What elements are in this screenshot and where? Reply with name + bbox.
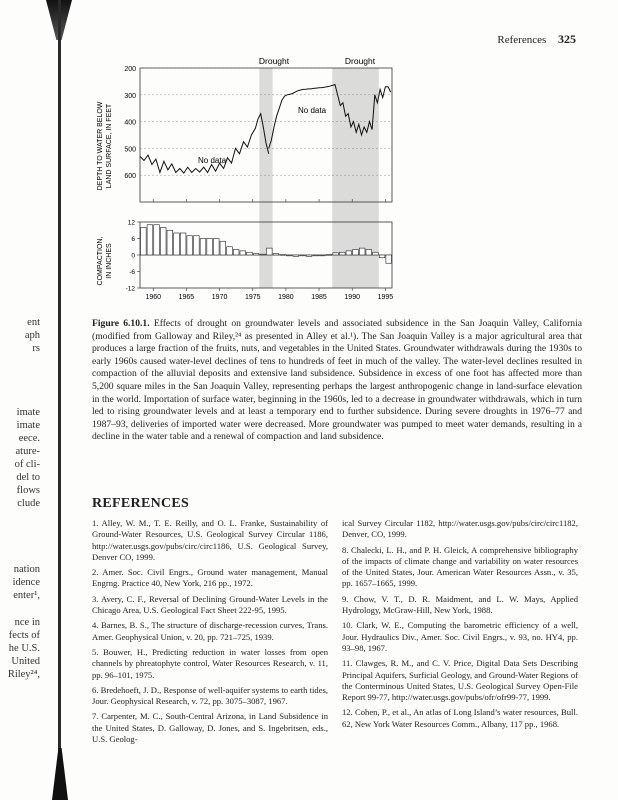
reference-entry: 8. Chalecki, L. H., and P. H. Gleick, A comprehensive bibliography of the impacts of climate change and variability on water resources of the United States, Jour. American Water Resources Assn., v. 35, pp. 1657–1665, 1999. [342,544,578,589]
binding-shadow-bottom [52,748,68,800]
reference-entry: 6. Bredehoeft, J. D., Response of well-aquifer systems to earth tides, Jour. Geophysical Research, v. 72, pp. 3075–3087, 1967. [92,684,328,707]
compaction-bar [167,230,173,255]
compaction-bar [353,250,359,256]
lower-ytick-label: -12 [125,285,135,293]
compaction-bar [240,251,246,255]
figure-caption-text: Effects of drought on groundwater levels and associated subsidence in the San Joaquin Valley, California (modified from Galloway and Riley,²⁴ as presented in Alley et al.¹). The San Joaquin Valley is a major agricultural area that produces a large fraction of the fruits, nuts, and vegetables in the United States. Groundwater withdrawals during the 1930s to early 1960s caused water-level declines of tens to hundreds of feet in much of the valley. The water-level declines resulted in compaction of the alluvial deposits and extensive land subsidence. Subsidence in excess of one foot has affected more than 5,200 square miles in the San Joaquin Valley, representing perhaps the largest anthropogenic change in land-surface elevation in the world. Importation of surface water, beginning in the 1960s, led to a decrease in groundwater withdrawals, which in turn led to rising groundwater levels and at least a temporary end to further subsidence. During severe droughts in 1976–77 and 1987–93, deliveries of imported water were decreased. More groundwater was pumped to meet water demands, resulting in a decline in the water table and a renewal of compaction and land subsidence. [92,318,582,443]
no-data-label-2: No data [298,106,327,115]
reference-entry: ical Survey Circular 1182, http://water.usgs.gov/pubs/circ/circ1182, Denver, CO, 1999. [342,518,578,540]
upper-ylabel-line-2: LAND SURFACE, IN FEET [106,103,113,189]
upper-ylabel-line-1: DEPTH TO WATER BELOW [97,101,104,191]
page-number: 325 [558,32,576,46]
compaction-bar [141,228,147,256]
margin-fragment: ent [27,317,40,328]
lower-ytick-label: 12 [127,219,135,227]
compaction-bar [359,248,365,255]
compaction-bar [247,252,253,255]
compaction-bar [373,252,379,255]
compaction-bar [160,228,166,256]
lower-ytick-label: 0 [131,252,135,260]
compaction-bar [286,255,292,256]
xtick-label: 1970 [211,294,228,301]
lower-ytick-label: 6 [131,236,135,243]
lower-ylabel-line-1: COMPACTION, [97,236,104,286]
margin-fragment: Riley²⁴, [7,669,40,680]
upper-ytick-label: 600 [124,173,136,181]
running-header-section: References [497,34,547,46]
no-data-label-1: No data [198,156,227,165]
reference-entry: 2. Amer. Soc. Civil Engrs., Ground water management, Manual Engrng. Practice 40, New York, 216 pp., 1972. [92,567,328,589]
compaction-bar [260,254,266,255]
upper-ytick-label: 200 [124,66,136,73]
compaction-bar [386,255,392,263]
compaction-bar [147,225,153,255]
reference-entry: 12. Cohen, P., et al., An atlas of Long Island’s water resources, Bull. 62, New York Water Resources Comm., Albany, 117 pp., 1968. [342,707,578,729]
figure-6-10-1 [92,56,402,311]
margin-fragment: nation [13,564,40,575]
compaction-bar [313,255,319,256]
margin-fragment: aph [24,330,40,341]
compaction-bar [339,252,345,255]
references-column-right [342,518,578,734]
compaction-bar [320,255,326,256]
margin-fragment: flows [16,485,40,496]
compaction-bar [227,247,233,255]
margin-fragment: ature- [15,446,40,457]
margin-fragment: imate [16,407,40,418]
margin-fragment: of cli- [14,459,40,470]
margin-fragment: rs [32,343,40,354]
reference-entry: 5. Bouwer, H., Predicting reduction in water losses from open channels by phreatophyte control, Water Resources Research, v. 11, pp. 96–101, 1975. [92,646,328,680]
margin-fragment: del to [16,472,40,483]
reference-entry: 9. Chow, V. T., D. R. Maidment, and L. W. Mays, Applied Hydrology, McGraw-Hill, New York, 1988. [342,593,578,616]
xtick-label: 1980 [278,294,294,301]
compaction-bar [200,239,206,256]
compaction-bar [233,250,239,256]
margin-fragment: he U.S. [8,643,40,654]
reference-entry: 3. Avery, C. F., Reversal of Declining Ground-Water Levels in the Chicago Area, U.S. Geological Fact Sheet 222-95, 1995. [92,593,328,616]
compaction-bar [194,236,200,255]
margin-fragment: clude [17,498,40,509]
reference-entry: 7. Carpenter, M. C., South-Central Arizona, in Land Subsidence in the United States, D. Galloway, D. Jones, and S. Ingebritsen, eds., U.S. Geolog- [92,711,328,745]
compaction-bar [154,225,160,255]
compaction-bar [346,251,352,255]
xtick-label: 1975 [244,294,261,301]
running-header [497,32,576,47]
margin-fragment: fects of [8,630,40,641]
compaction-bar [273,254,279,255]
binding-gutter [58,0,61,800]
reference-entry: 11. Clawges, R. M., and C. V. Price, Digital Data Sets Describing Principal Aquifers, Surficial Geology, and Ground-Water Regions of the Conterminous United States, U.S. Geological Survey Open-File Report 99-77, http://water.usgs.gov/pubs/ofr/ofr99-77, 1999. [342,658,578,703]
drought-label-2: Drought [344,56,376,66]
margin-fragment: enter¹, [13,590,40,601]
upper-ytick-label: 400 [124,119,136,127]
margin-fragment: eece. [18,433,40,444]
compaction-bar [306,255,312,256]
compaction-bar [187,236,193,255]
compaction-bar [293,255,299,256]
xtick-label: 1995 [377,294,394,301]
compaction-bar [253,254,259,255]
upper-ytick-label: 300 [124,92,136,100]
compaction-bar [333,253,339,255]
compaction-bar [207,239,213,256]
compaction-bar [300,255,306,256]
references-column-left [92,518,328,749]
margin-fragment: idence [12,577,40,588]
compaction-bar [379,255,385,258]
compaction-bar [267,248,273,255]
lower-ytick-label: -6 [129,269,135,276]
reference-entry: 10. Clark, W. E., Computing the barometric efficiency of a well, Jour. Hydraulics Div., Amer. Soc. Civil Engrs., v. 93, no. HY4, pp. 93–98, 1967. [342,620,578,653]
xtick-label: 1985 [311,294,327,301]
compaction-bar [326,254,332,255]
compaction-bar [213,239,219,256]
margin-fragment: nce in [14,617,40,628]
margin-fragment: imate [16,420,40,431]
xtick-label: 1965 [178,294,195,301]
upper-ytick-label: 500 [124,146,136,154]
margin-fragment: United [11,656,40,667]
compaction-bar [180,233,186,255]
xtick-label: 1960 [145,294,162,301]
references-heading: REFERENCES [92,496,190,511]
compaction-bar [220,241,226,255]
compaction-bar [174,233,180,255]
reference-entry: 1. Alley, W. M., T. E. Reilly, and O. L. Franke, Sustainability of Ground-Water Resources, U.S. Geological Survey Circular 1186, http://water.usgs.gov/pubs/circ/circ1186, U.S. Geological Survey, Denver CO, 1999. [92,518,328,562]
figure-caption-label: Figure 6.10.1. [92,318,150,329]
drought-label-1: Drought [258,56,290,66]
compaction-bar [366,250,372,256]
reference-entry: 4. Barnes, B. S., The structure of discharge-recession curves, Trans. Amer. Geophysical Union, v. 20, pp. 721–725, 1939. [92,620,328,642]
xtick-label: 1990 [344,294,360,301]
compaction-bar [280,254,286,255]
figure-caption [92,318,582,444]
lower-ylabel-line-2: IN INCHES [106,243,113,279]
